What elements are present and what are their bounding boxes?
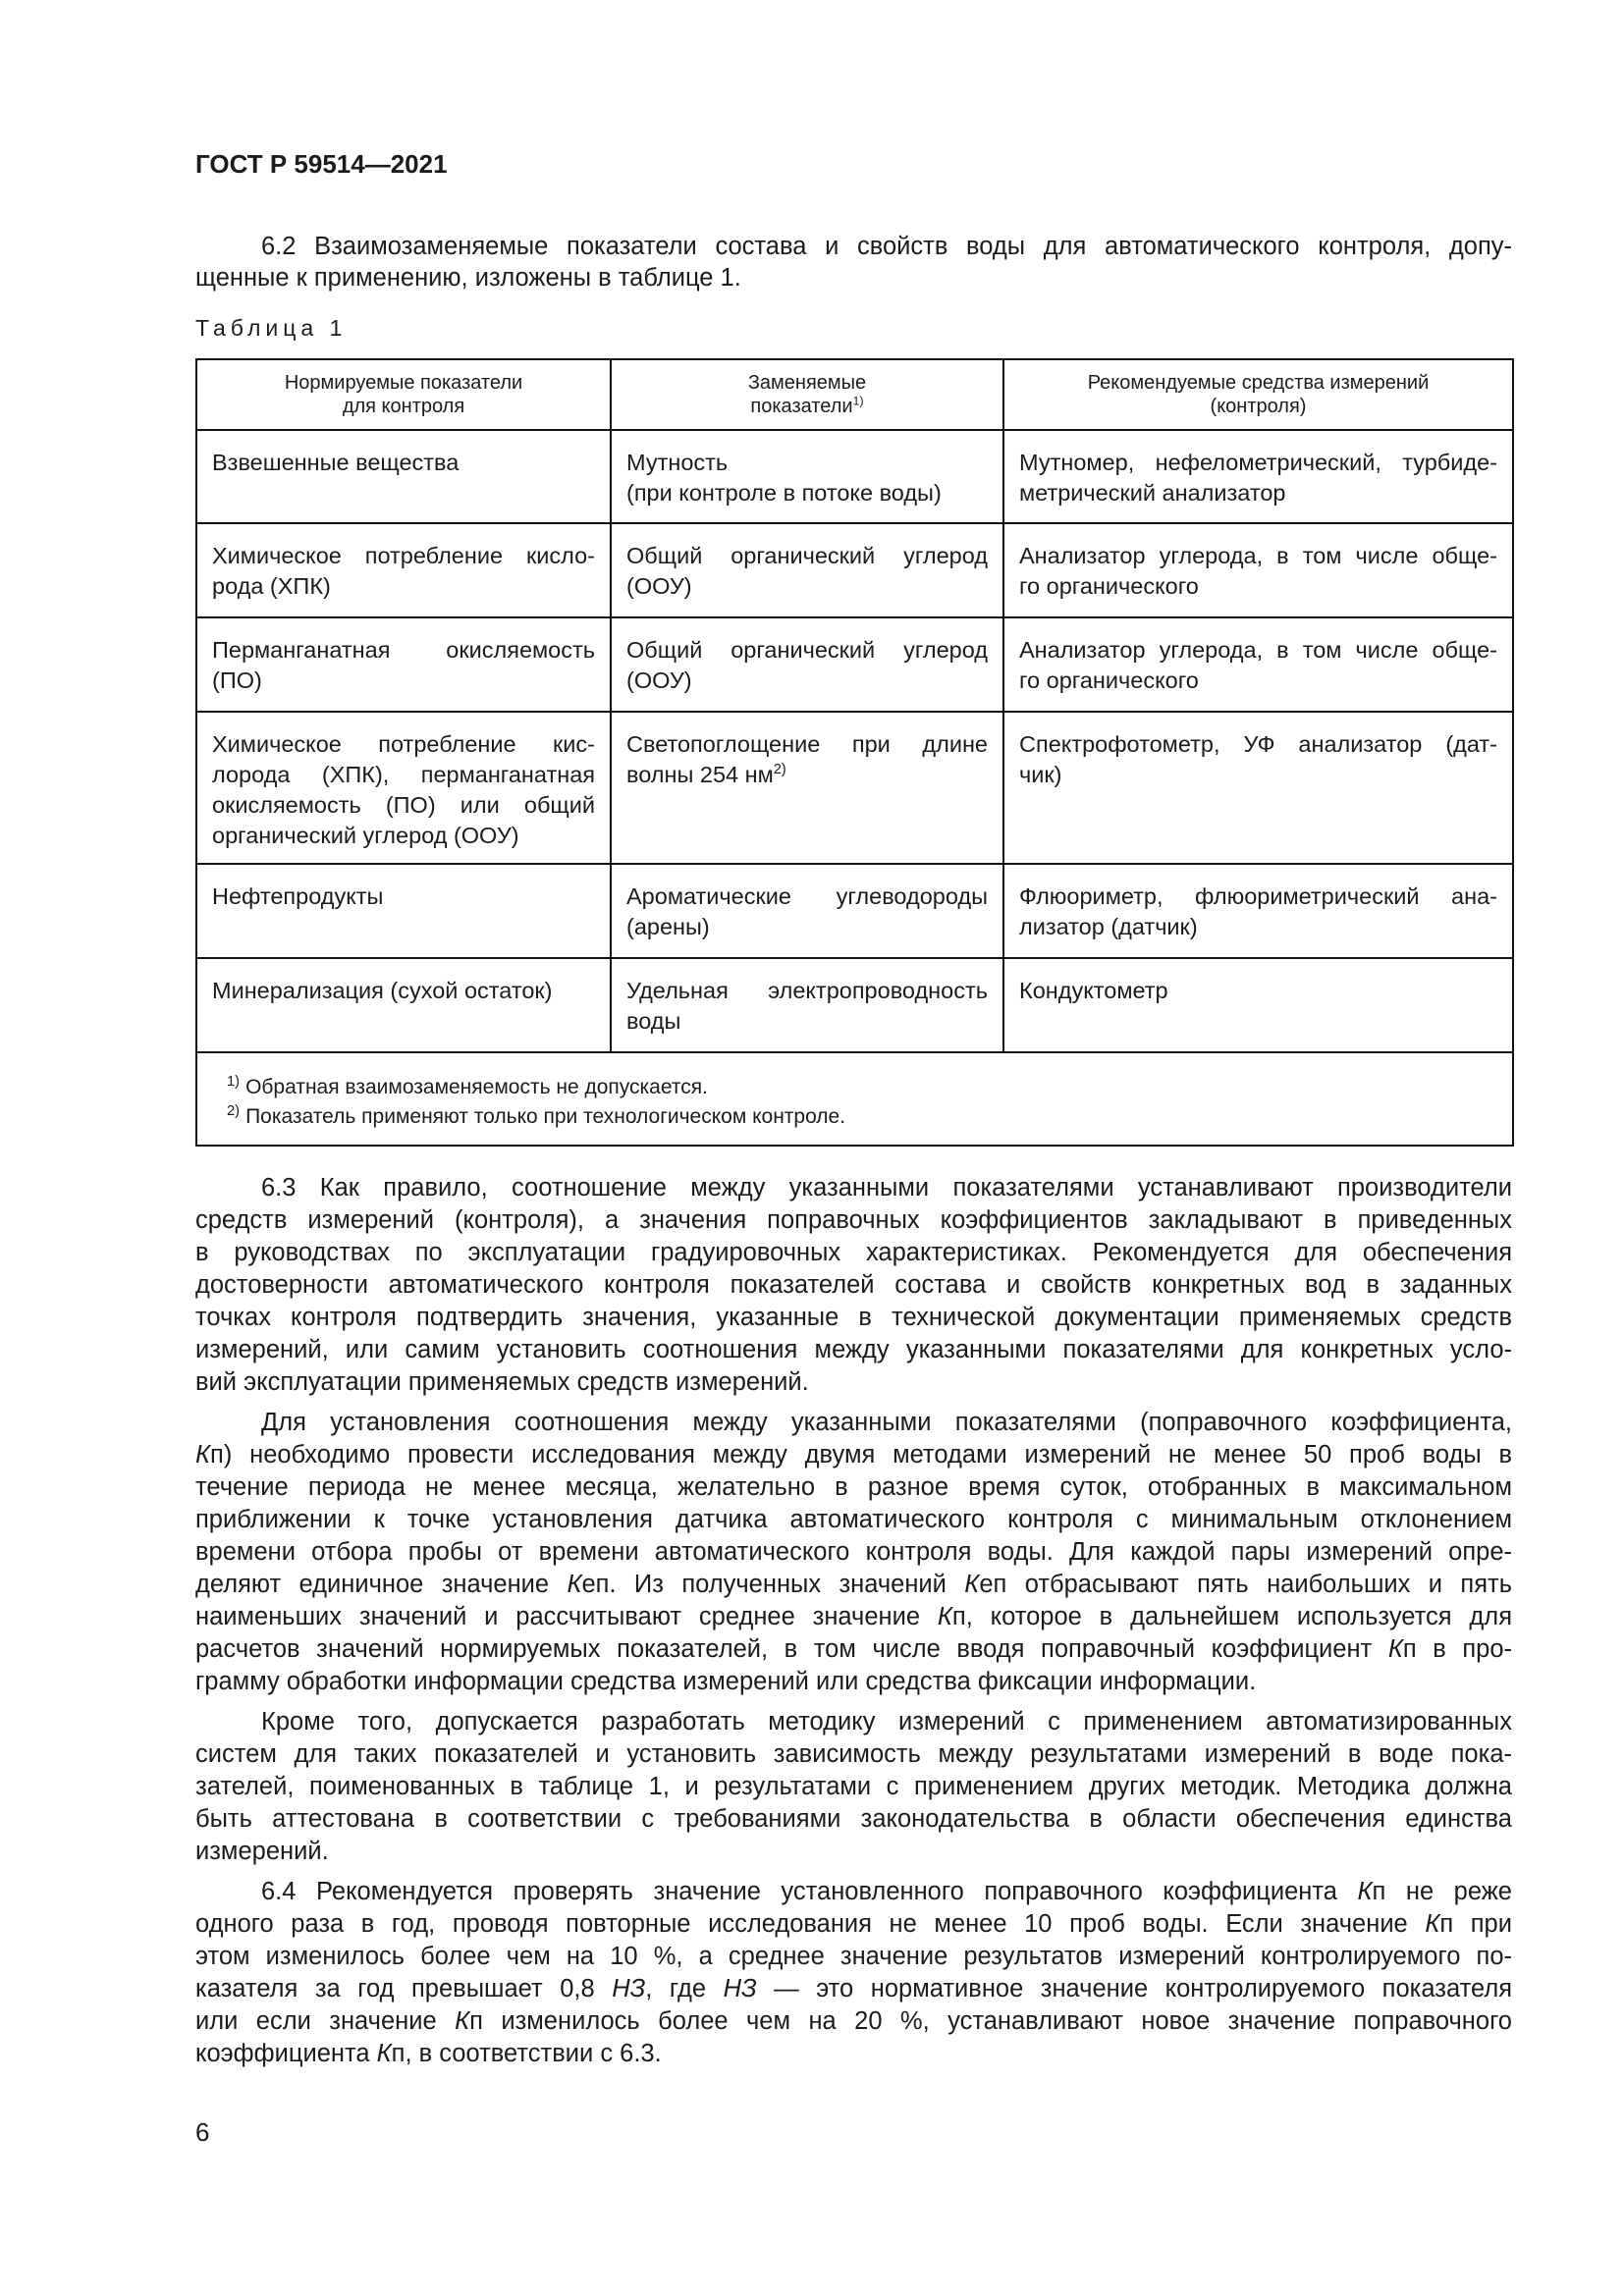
cell-line: Общий органический углерод (626, 543, 988, 568)
cell-line: Светопоглощение при длине (626, 731, 988, 757)
text-run: показатели (750, 396, 853, 417)
column-header-2 (611, 359, 1003, 430)
cell-line: чик) (1019, 762, 1062, 787)
text-line (195, 1601, 1512, 1633)
italic-text: К (1425, 1910, 1440, 1938)
cell-line: (арены) (626, 914, 710, 939)
footnote-text: Показатель применяют только при технологическом контроле. (245, 1105, 846, 1128)
table-row (196, 864, 1513, 958)
text-line: средств измерений (контроля), а значения поправочных коэффициентов закладывают в приведенных (195, 1206, 1512, 1234)
paragraph (195, 1706, 1512, 1868)
table-cell (611, 430, 1003, 523)
footnote-reference: 1) (852, 394, 864, 408)
header-line: для контроля (342, 396, 465, 417)
table-1 (195, 358, 1514, 1147)
cell-line: лизатор (датчик) (1019, 914, 1198, 939)
text-run: или если значение (195, 2007, 456, 2035)
cell-line: го органического (1019, 667, 1199, 693)
cell-line: (ООУ) (626, 667, 692, 693)
cell-line: метрический анализатор (1019, 480, 1286, 506)
table-cell (611, 864, 1003, 958)
table-footnotes-row (196, 1052, 1513, 1146)
text-line: времени отбора пробы от времени автоматического контроля воды. Для каждой пары измерений опре- (195, 1538, 1512, 1566)
italic-text: К (376, 2040, 392, 2067)
cell-line: Анализатор углерода, в том числе обще- (1019, 543, 1497, 568)
footnote-mark: 2) (227, 1103, 241, 1119)
cell-line: Анализатор углерода, в том числе обще- (1019, 637, 1497, 663)
table-cell (196, 958, 611, 1052)
text-line: Для установления соотношения между указанными показателями (поправочного коэффициента, (261, 1409, 1512, 1436)
text-line (195, 1633, 1512, 1666)
text-run: одного раза в год, проводя повторные исследования не менее 10 проб воды. Если значение (195, 1910, 1426, 1938)
text-line (195, 1908, 1512, 1941)
text-line: этом изменилось более чем на 10 %, а среднее значение результатов измерений контролируемого по- (195, 1943, 1512, 1970)
cell-line: рода (ХПК) (212, 573, 331, 599)
header-line (612, 395, 1002, 418)
document-header-title: ГОСТ Р 59514—2021 (195, 149, 448, 179)
text-line: быть аттестована в соответствии с требованиями законодательства в области обеспечения единства (195, 1805, 1512, 1833)
paragraph-6-2 (195, 231, 1512, 294)
text-run: расчетов значений нормируемых показателей, в том числе вводя поправочный коэффициент (195, 1635, 1388, 1663)
cell-line: Перманганатная окисляемость (212, 637, 595, 663)
footnote-reference: 2) (773, 762, 786, 778)
text-line (195, 2005, 1512, 2038)
table-cell (611, 617, 1003, 712)
text-line: течение периода не менее месяца, желательно в разное время суток, отобранных в максимальном (195, 1473, 1512, 1501)
text-line: измерений. (195, 1838, 329, 1865)
cell-line: Кондуктометр (1019, 978, 1168, 1003)
header-line: Рекомендуемые средства измерений (1087, 372, 1430, 394)
cell-line: органический углерод (ООУ) (212, 823, 519, 848)
italic-text: К (937, 1603, 952, 1630)
table-header-row (196, 359, 1513, 430)
text-run: коэффициента (195, 2040, 377, 2067)
cell-line: воды (626, 1008, 681, 1034)
table-footnotes (196, 1052, 1513, 1146)
table-row (196, 523, 1513, 617)
text-line: точках контроля подтвердить значения, указанные в технической документации применяемых средств (195, 1304, 1512, 1331)
cell-line: Флюориметр, флюориметрический ана- (1019, 883, 1497, 909)
table-cell (611, 712, 1003, 864)
text-run: — это нормативное значение контролируемого показателя (756, 1975, 1513, 2002)
text-line: в руководствах по эксплуатации градуировочных характеристиках. Рекомендуется для обеспечения (195, 1239, 1512, 1266)
italic-text: К (1357, 1878, 1373, 1905)
footnote (227, 1102, 1502, 1132)
italic-text: К (567, 1571, 582, 1598)
table-body (196, 430, 1513, 1146)
text-line: достоверности автоматического контроля показателей состава и свойств конкретных вод в заданных (195, 1271, 1512, 1299)
table-row (196, 430, 1513, 523)
text-run: п изменилось более чем на 20 %, устанавливают новое значение поправочного (469, 2007, 1512, 2035)
table-header (196, 359, 1513, 430)
paragraph (195, 1172, 1512, 1399)
cell-line: Мутность (626, 450, 729, 475)
text-line (195, 1439, 1512, 1471)
cell-line: Ароматические углеводороды (626, 883, 988, 909)
text-run: п) необходимо провести исследования между двумя методами измерений не менее 50 проб воды в (210, 1441, 1512, 1468)
text-run: п не реже (1372, 1878, 1512, 1905)
text-run: 6.4 Рекомендуется проверять значение установленного поправочного коэффициента (261, 1878, 1358, 1905)
footnote (227, 1073, 1502, 1102)
page-number: 6 (195, 2117, 210, 2147)
text-line: измерений, или самим установить соотношения между указанными показателями для конкретных усло- (195, 1336, 1512, 1363)
text-run: наименьших значений и рассчитывают среднее значение (195, 1603, 938, 1630)
cell-line: (ПО) (212, 667, 262, 693)
table-row (196, 958, 1513, 1052)
cell-line: (при контроле в потоке воды) (626, 480, 942, 506)
cell-line: Мутномер, нефелометрический, турбиде- (1019, 450, 1497, 475)
cell-line: лорода (ХПК), перманганатная (212, 762, 595, 787)
text-run: п в про- (1402, 1635, 1512, 1663)
text-run: п при (1439, 1910, 1512, 1938)
cell-line: Общий органический углерод (626, 637, 988, 663)
text-line: 6.2 Взаимозаменяемые показатели состава и свойств воды для автоматического контроля, допу- (261, 233, 1512, 260)
footnote-text: Обратная взаимозаменяемость не допускается. (245, 1076, 708, 1098)
text-line: зателей, поименованных в таблице 1, и результатами с применением других методик. Методика должна (195, 1773, 1512, 1800)
cell-line: го органического (1019, 573, 1199, 599)
cell-line: (ООУ) (626, 573, 692, 599)
main-text (195, 1172, 1512, 2070)
cell-line: Минерализация (сухой остаток) (212, 978, 553, 1003)
italic-text: К (1387, 1635, 1403, 1663)
cell-line: Спектрофотометр, УФ анализатор (дат- (1019, 731, 1497, 757)
table-cell (1003, 430, 1513, 523)
text-line (195, 1973, 1512, 2005)
italic-text: К (964, 1571, 980, 1598)
cell-line: Химическое потребление кисло- (212, 543, 595, 568)
text-line: щенные к применению, изложены в таблице 1. (195, 264, 741, 292)
cell-line (626, 760, 988, 790)
text-line (195, 1876, 1512, 1908)
cell-line: Нефтепродукты (212, 883, 384, 909)
footnote-mark: 1) (227, 1074, 241, 1090)
table-cell (611, 958, 1003, 1052)
table-cell (1003, 958, 1513, 1052)
text-line: вий эксплуатации применяемых средств измерений. (195, 1368, 809, 1396)
text-run: волны 254 нм (626, 762, 774, 787)
text-line: Кроме того, допускается разработать методику измерений с применением автоматизированных (261, 1708, 1512, 1735)
table-cell (196, 430, 611, 523)
text-line: систем для таких показателей и установить зависимость между результатами измерений в воде пока- (195, 1740, 1512, 1768)
cell-line: Химическое потребление кис- (212, 731, 595, 757)
text-line: грамму обработки информации средства измерений или средства фиксации информации. (195, 1668, 1257, 1695)
text-run: , где (645, 1975, 724, 2002)
column-header-3 (1003, 359, 1513, 430)
text-line: 6.3 Как правило, соотношение между указанными показателями устанавливают производители (261, 1174, 1512, 1201)
cell-line: Взвешенные вещества (212, 450, 460, 475)
column-header-1 (196, 359, 611, 430)
paragraph (195, 1876, 1512, 2070)
table-cell (196, 864, 611, 958)
table-caption: Таблица 1 (195, 315, 348, 341)
text-run: еп отбрасывают пять наибольших и пять (979, 1571, 1512, 1598)
table-row (196, 712, 1513, 864)
cell-line: окисляемость (ПО) или общий (212, 792, 595, 818)
paragraph (195, 1407, 1512, 1698)
table-cell (1003, 617, 1513, 712)
italic-text: К (195, 1441, 211, 1468)
header-line: (контроля) (1210, 396, 1307, 417)
table-cell (1003, 523, 1513, 617)
text-run: еп. Из полученных значений (581, 1571, 965, 1598)
table-cell (1003, 712, 1513, 864)
text-run: п, в соответствии с 6.3. (391, 2040, 662, 2067)
text-line: приближении к точке установления датчика автоматического контроля с минимальным отклонением (195, 1506, 1512, 1533)
table-row (196, 617, 1513, 712)
header-line: Заменяемые (747, 372, 867, 394)
header-line: Нормируемые показатели (284, 372, 523, 394)
text-line (195, 2038, 1512, 2070)
table-cell (196, 523, 611, 617)
text-run: п, которое в дальнейшем используется для (951, 1603, 1512, 1630)
text-run: казателя за год превышает 0,8 (195, 1975, 613, 2002)
table-cell (1003, 864, 1513, 958)
text-line (195, 1569, 1512, 1601)
text-run: деляют единичное значение (195, 1571, 568, 1598)
italic-text: К (455, 2007, 470, 2035)
italic-text: НЗ (612, 1975, 646, 2002)
table-cell (196, 617, 611, 712)
cell-line: Удельная электропроводность (626, 978, 988, 1003)
table-cell (196, 712, 611, 864)
table-cell (611, 523, 1003, 617)
italic-text: НЗ (723, 1975, 757, 2002)
